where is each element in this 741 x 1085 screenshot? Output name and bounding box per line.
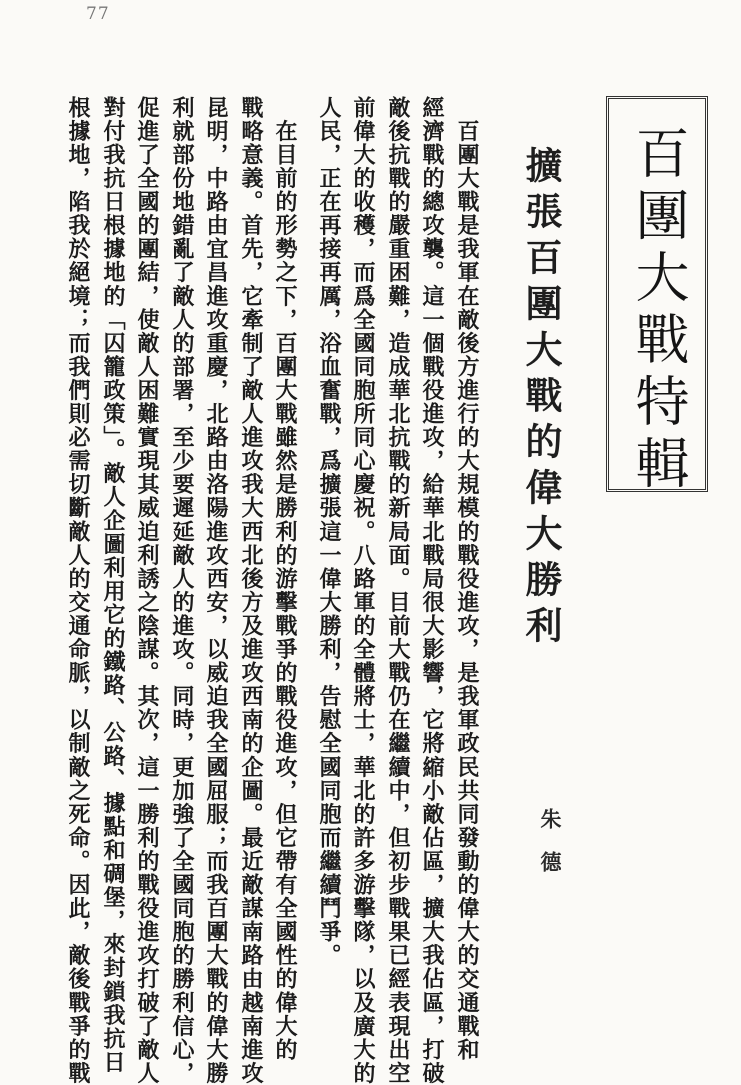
body-column: 敵後抗戰的嚴重困難，造成華北抗戰的新局面。目前大戰仍在繼續中，但初步戰果已經表現出空 <box>385 96 411 1085</box>
page-number: 77 <box>86 4 110 24</box>
author-name: 朱德 <box>538 808 563 894</box>
body-column: 在目前的形勢之下，百團大戰雖然是勝利的游擊戰爭的戰役進攻，但它帶有全國性的偉大的 <box>272 96 298 1062</box>
body-column: 經濟戰的總攻襲。這一個戰役進攻，給華北戰局很大影響，它將縮小敵佔區，擴大我佔區，打破 <box>419 96 445 1085</box>
body-column: 前偉大的收穫，而爲全國同胞所同心慶祝。八路軍的全體將士，華北的許多游擊隊，以及廣大的 <box>350 96 376 1085</box>
body-column: 根據地，陷我於絕境；而我們則必需切斷敵人的交通命脈，以制敵之死命。因此，敵後戰爭的戰 <box>65 96 91 1085</box>
body-column: 昆明，中路由宜昌進攻重慶，北路由洛陽進攻西安，以威迫我全國屈服；而我百團大戰的偉大勝 <box>203 96 229 1085</box>
section-title-box <box>606 96 708 497</box>
article-title: 擴張百團大戰的偉大勝利 <box>519 146 563 652</box>
body-column: 戰略意義。首先，它牽制了敵人進攻我大西北後方及進攻西南的企圖。最近敵謀南路由越南進攻 <box>238 96 264 1085</box>
body-column: 百團大戰是我軍在敵後方進行的大規模的戰役進攻，是我軍政民共同發動的偉大的交通戰和 <box>454 96 480 1062</box>
section-title: 百團大戰特輯 <box>627 125 690 497</box>
body-column: 促進了全國的團結，使敵人困難實現其威迫利誘之陰謀。其次，這一勝利的戰役進攻打破了敵人 <box>134 96 160 1085</box>
body-column: 人民，正在再接再厲，浴血奮戰，爲擴張這一偉大勝利，告慰全國同胞而繼續鬥爭。 <box>316 96 342 968</box>
body-column: 利就部份地錯亂了敵人的部署，至少要遲延敵人的進攻。同時，更加強了全國同胞的勝利信心， <box>169 96 195 1085</box>
body-column: 對付我抗日根據地的「囚籠政策」。敵人企圖利用它的鐵路、公路、據點和碉堡，來封鎖我抗日 <box>100 96 126 1075</box>
